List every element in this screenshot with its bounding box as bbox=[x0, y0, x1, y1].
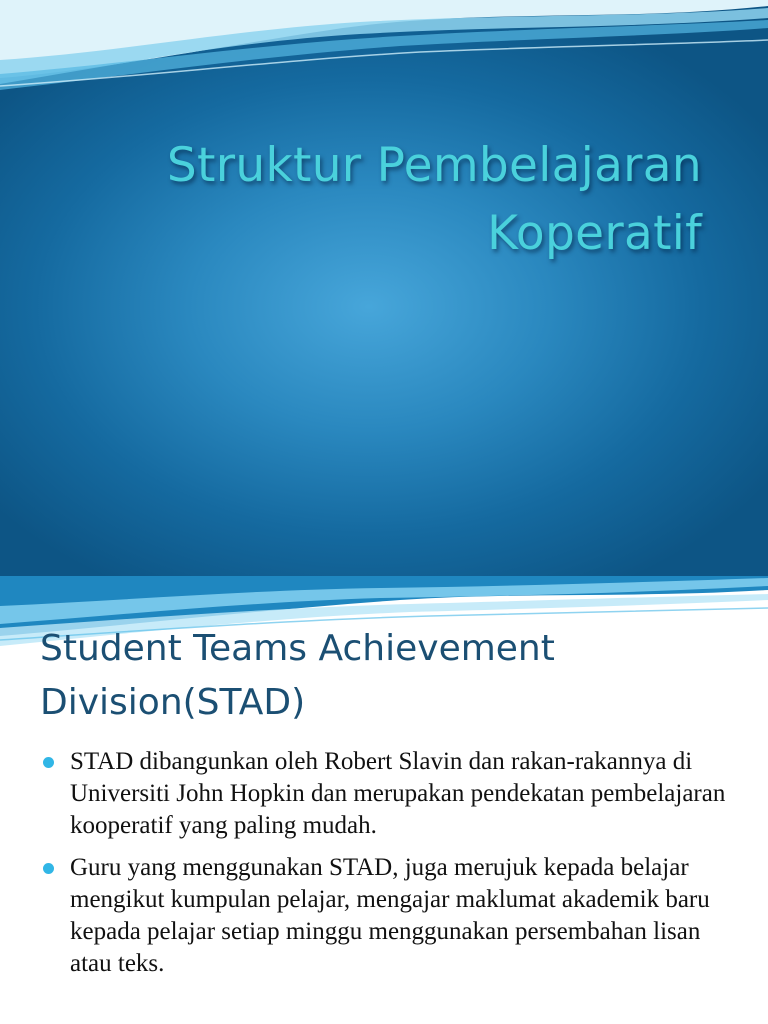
content-heading-line1: Student Teams Achievement bbox=[40, 628, 555, 669]
slide-title-line1: Struktur Pembelajaran bbox=[166, 138, 702, 193]
content-heading-line2: Division(STAD) bbox=[40, 682, 306, 723]
bullet-item bbox=[40, 852, 740, 980]
bullet-text: STAD dibangunkan oleh Robert Slavin dan rakan-rakannya di Universiti John Hopkin dan merupakan pendekatan pembelajaran kooperatif yang paling mudah. bbox=[70, 748, 726, 839]
content-heading bbox=[40, 622, 740, 730]
bullet-text: Guru yang menggunakan STAD, juga merujuk kepada belajar mengikut kumpulan pelajar, mengajar maklumat akademik baru kepada pelajar setiap minggu menggunakan persembahan lisan atau teks. bbox=[70, 854, 710, 977]
bullet-item bbox=[40, 746, 740, 842]
bullet-dot-icon bbox=[43, 757, 54, 768]
bullet-dot-icon bbox=[43, 863, 54, 874]
slide-title-line2: Koperatif bbox=[487, 206, 702, 261]
top-wave-decoration bbox=[0, 0, 768, 100]
content-slide bbox=[0, 576, 768, 1024]
bullet-list bbox=[40, 746, 740, 990]
slide-title bbox=[62, 132, 702, 268]
